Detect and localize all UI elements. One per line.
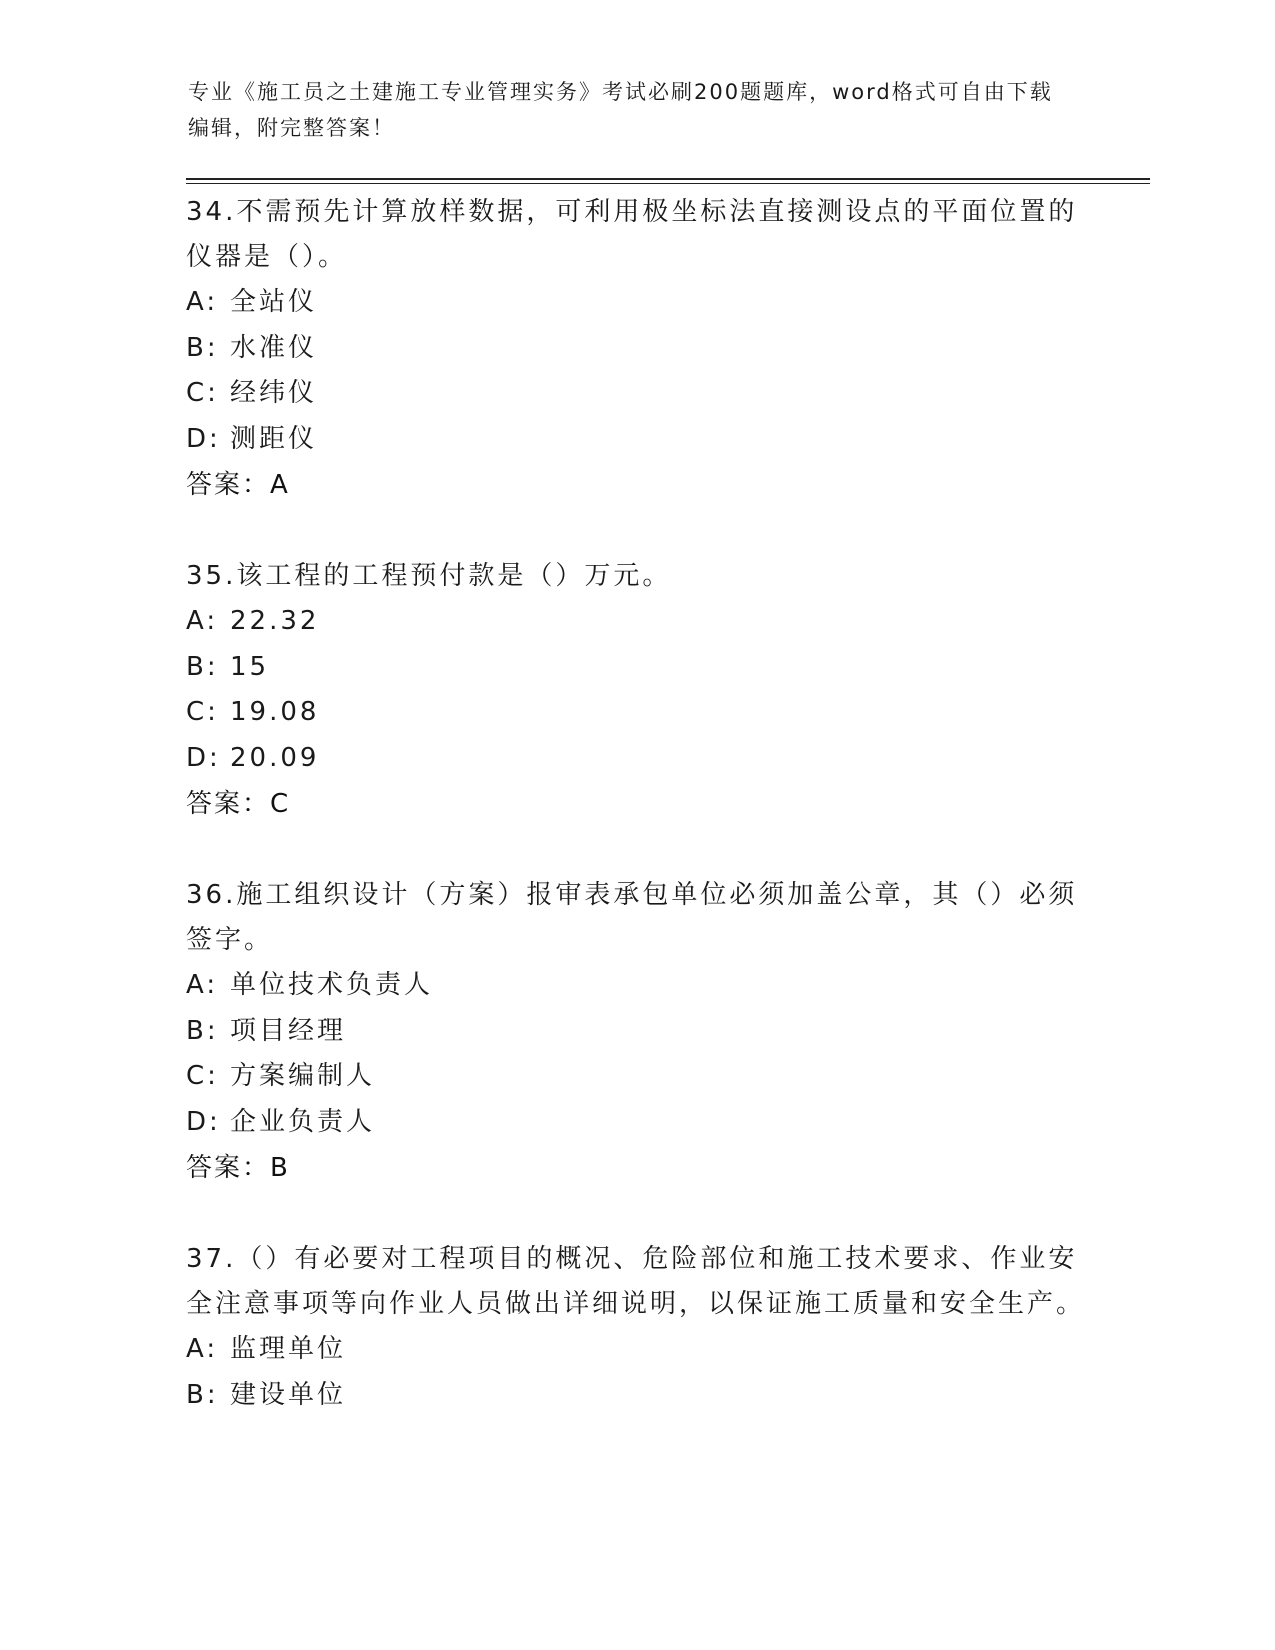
option-key: B:: [186, 651, 219, 682]
option-key: C:: [186, 697, 219, 727]
question-36: [186, 873, 1086, 1191]
option-key: D:: [186, 1106, 221, 1137]
option-text: 15: [230, 651, 270, 682]
option-key: C:: [186, 1061, 219, 1091]
option-key: D:: [186, 742, 221, 773]
header-rule-thin: [186, 183, 1150, 184]
option-b: [186, 326, 1086, 372]
answer-line: 答案：B: [186, 1153, 290, 1183]
option-text: 全站仪: [230, 287, 318, 317]
question-34: [186, 190, 1086, 508]
answer-line: 答案：A: [186, 470, 290, 500]
option-key: A:: [186, 1334, 219, 1364]
option-text: 测距仪: [230, 423, 318, 454]
question-list: [186, 190, 1086, 1464]
option-key: A:: [186, 606, 219, 636]
option-text: 方案编制人: [230, 1061, 376, 1091]
question-stem: 37.（）有必要对工程项目的概况、危险部位和施工技术要求、作业安全注意事项等向作业人员做出详细说明，以保证施工质量和安全生产。: [186, 1244, 1086, 1319]
option-text: 19.08: [230, 697, 320, 727]
option-text: 20.09: [230, 742, 320, 773]
option-d: [186, 1100, 1086, 1146]
option-b: [186, 1373, 1086, 1419]
option-text: 经纬仪: [230, 378, 318, 408]
header-rule-thick: [186, 178, 1150, 180]
option-d: [186, 417, 1086, 463]
option-text: 22.32: [230, 606, 320, 636]
option-key: B:: [186, 1015, 219, 1046]
option-text: 企业负责人: [230, 1106, 376, 1137]
option-text: 单位技术负责人: [230, 970, 434, 1000]
option-key: A:: [186, 970, 219, 1000]
option-key: B:: [186, 332, 219, 363]
option-b: [186, 645, 1086, 691]
option-a: [186, 1327, 1086, 1373]
option-d: [186, 736, 1086, 782]
option-key: B:: [186, 1379, 219, 1410]
option-a: [186, 599, 1086, 645]
option-text: 项目经理: [230, 1015, 347, 1046]
question-stem: 34.不需预先计算放样数据，可利用极坐标法直接测设点的平面位置的仪器是（）。: [186, 197, 1078, 272]
question-stem: 35.该工程的工程预付款是（）万元。: [186, 561, 672, 591]
option-c: [186, 371, 1086, 417]
option-a: [186, 280, 1086, 326]
option-text: 建设单位: [230, 1379, 347, 1410]
option-text: 监理单位: [230, 1334, 347, 1364]
option-c: [186, 690, 1086, 736]
question-stem: 36.施工组织设计（方案）报审表承包单位必须加盖公章，其（）必须签字。: [186, 880, 1078, 955]
option-key: A:: [186, 287, 219, 317]
document-header: 专业《施工员之土建施工专业管理实务》考试必刷200题题库，word格式可自由下载编辑，附完整答案！: [188, 80, 1053, 140]
option-key: C:: [186, 378, 219, 408]
option-key: D:: [186, 423, 221, 454]
option-a: [186, 963, 1086, 1009]
option-c: [186, 1054, 1086, 1100]
question-35: [186, 554, 1086, 827]
option-text: 水准仪: [230, 332, 318, 363]
option-b: [186, 1009, 1086, 1055]
answer-line: 答案：C: [186, 789, 291, 819]
question-37: [186, 1237, 1086, 1418]
